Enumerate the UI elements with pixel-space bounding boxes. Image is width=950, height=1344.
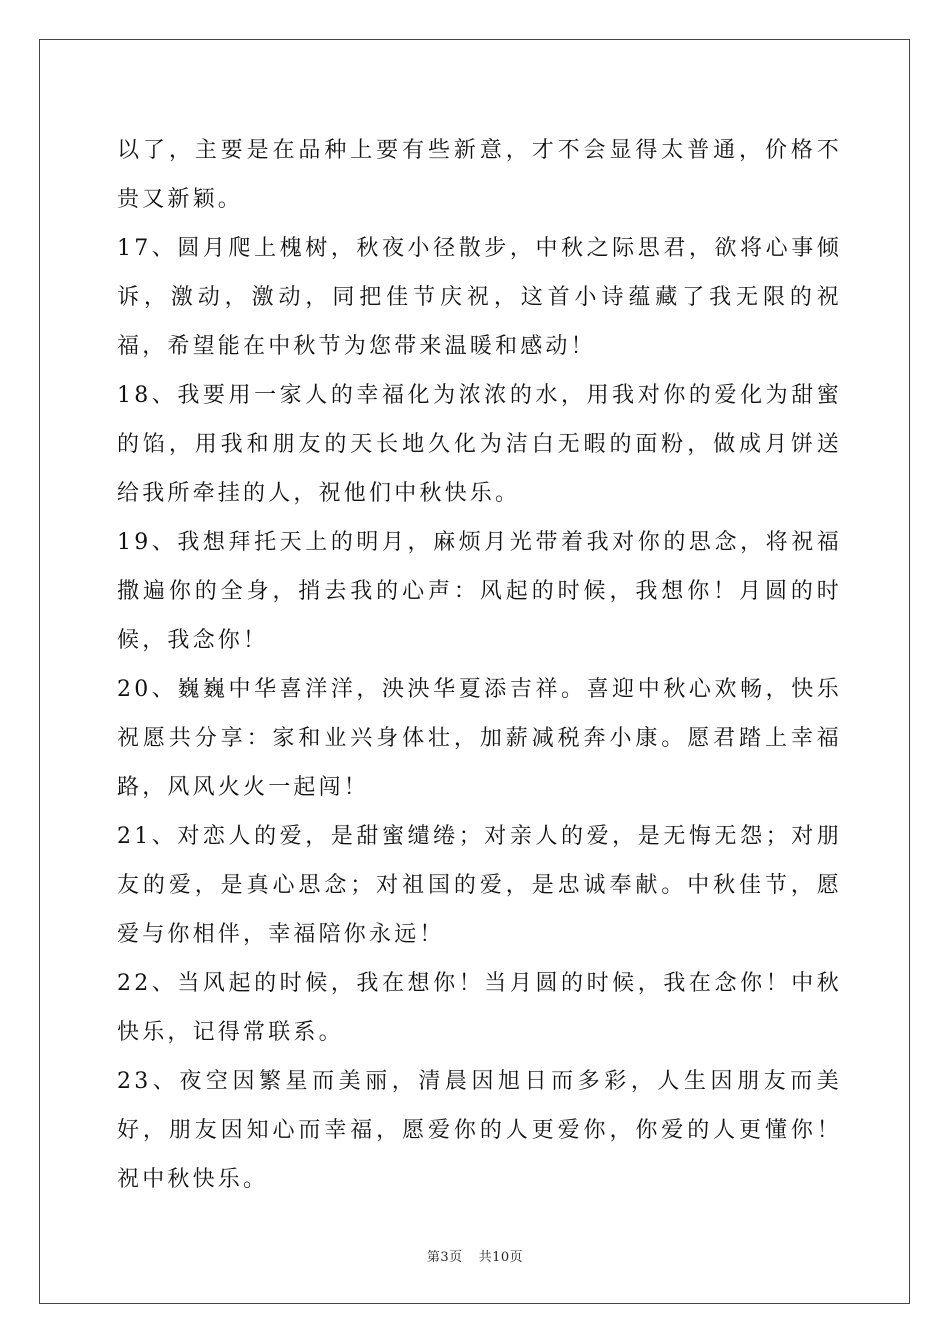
paragraph-23: 23、夜空因繁星而美丽，清晨因旭日而多彩，人生因朋友而美好，朋友因知心而幸福，愿爱你的人更爱你，你爱的人更懂你！祝中秋快乐。 — [117, 1069, 842, 1192]
paragraph-continued: 以了，主要是在品种上要有些新意，才不会显得太普通，价格不贵又新颖。 — [117, 138, 842, 212]
document-body — [117, 126, 842, 1204]
paragraph-17: 17、圆月爬上槐树，秋夜小径散步，中秋之际思君，欲将心事倾诉，激动，激动，同把佳节庆祝，这首小诗蕴藏了我无限的祝福，希望能在中秋节为您带来温暖和感动！ — [117, 236, 842, 359]
paragraph-20: 20、巍巍中华喜洋洋，泱泱华夏添吉祥。喜迎中秋心欢畅，快乐祝愿共分享：家和业兴身体壮，加薪减税奔小康。愿君踏上幸福路，风风火火一起闯！ — [117, 677, 842, 800]
page-number-current: 第3页 — [426, 1250, 463, 1265]
paragraph-18: 18、我要用一家人的幸福化为浓浓的水，用我对你的爱化为甜蜜的馅，用我和朋友的天长地久化为洁白无暇的面粉，做成月饼送给我所牵挂的人，祝他们中秋快乐。 — [117, 383, 842, 506]
paragraph-22: 22、当风起的时候，我在想你！当月圆的时候，我在念你！中秋快乐，记得常联系。 — [117, 971, 842, 1045]
paragraph-19: 19、我想拜托天上的明月，麻烦月光带着我对你的思念，将祝福撒遍你的全身，捎去我的心声：风起的时候，我想你！月圆的时候，我念你！ — [117, 530, 842, 653]
paragraph-21: 21、对恋人的爱，是甜蜜缱绻；对亲人的爱，是无悔无怨；对朋友的爱，是真心思念；对祖国的爱，是忠诚奉献。中秋佳节，愿爱与你相伴，幸福陪你永远！ — [117, 824, 842, 947]
page-number-total: 共10页 — [478, 1250, 524, 1265]
page-footer — [0, 1246, 950, 1265]
